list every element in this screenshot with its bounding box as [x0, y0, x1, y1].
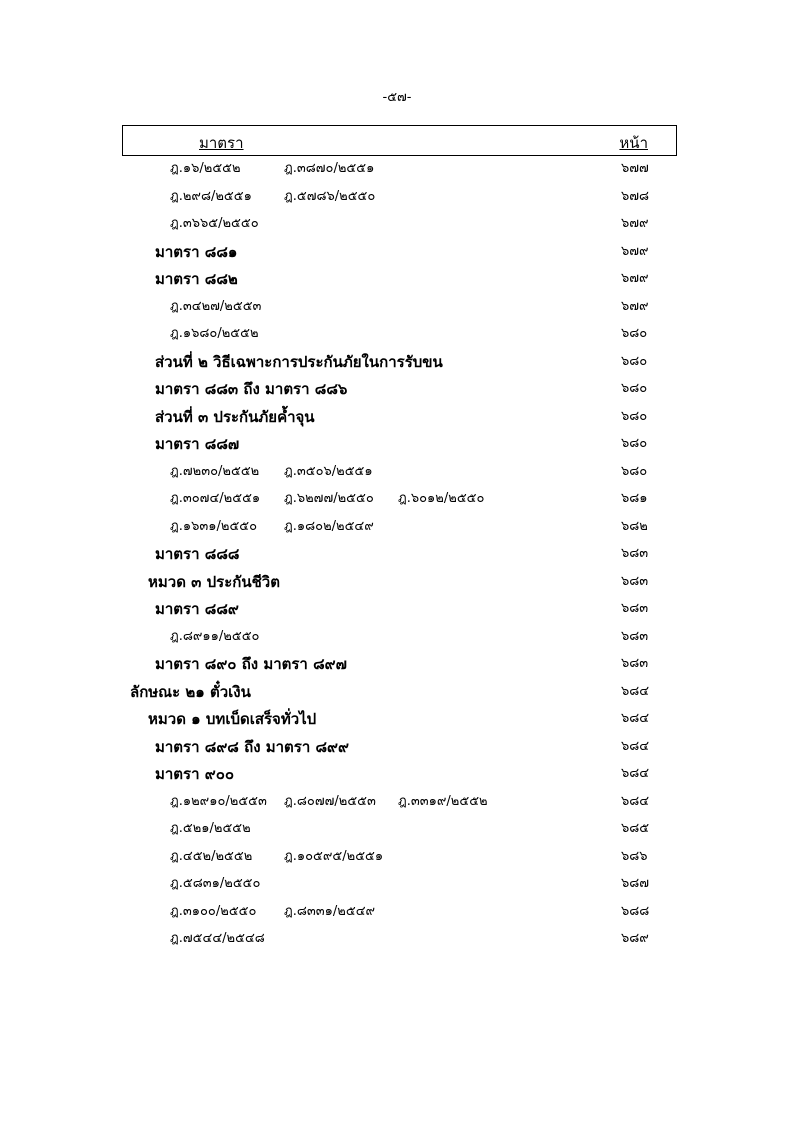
page-reference: ๖๘๐ [621, 326, 648, 341]
case-citation: ฎ.๓๘๗๐/๒๕๕๑ [284, 161, 375, 176]
citation-list [170, 901, 398, 923]
citation-row [0, 296, 794, 324]
page-reference: ๖๗๗ [621, 161, 649, 176]
citation-row [0, 488, 794, 516]
section-heading: มาตรา ๘๘๒ [155, 270, 238, 288]
citation-row [0, 626, 794, 654]
page-reference: ๖๘๓ [621, 656, 649, 671]
page-reference: ๖๘๘ [621, 903, 650, 919]
case-citation: ฎ.๑๘๐๒/๒๕๔๙ [284, 518, 374, 534]
case-citation: ฎ.๗๕๔๔/๒๕๔๘ [170, 931, 265, 946]
citation-list [170, 461, 398, 483]
page-reference: ๖๘๗ [621, 876, 650, 891]
page-reference: ๖๘๖ [621, 848, 648, 864]
page-reference: ๖๘๔ [621, 683, 650, 699]
citation-list [170, 323, 284, 345]
citation-list [170, 873, 284, 895]
index-table-header [122, 125, 677, 156]
page-reference: ๖๘๔ [621, 793, 650, 809]
page-reference: ๖๘๑ [621, 491, 648, 506]
section-heading-row [0, 571, 794, 599]
citation-list [170, 846, 398, 868]
case-citation: ฎ.๑๐๕๙๕/๒๕๕๑ [284, 848, 384, 864]
page-number: -๕๗- [382, 90, 412, 105]
section-heading: มาตรา ๘๘๙ [155, 600, 239, 618]
page-reference: ๖๘๓ [621, 573, 649, 589]
page-reference: ๖๘๐ [621, 436, 648, 451]
page-reference: ๖๘๙ [621, 931, 649, 946]
citation-row [0, 791, 794, 819]
page-reference: ๖๘๓ [621, 546, 649, 561]
page-reference: ๖๘๔ [621, 766, 650, 781]
section-heading-row [0, 708, 794, 736]
page-reference: ๖๘๐ [621, 463, 648, 479]
section-heading: หมวด ๓ ประกันชีวิต [148, 572, 280, 591]
citation-list [170, 158, 398, 180]
citation-list [170, 516, 398, 538]
case-citation: ฎ.๓๖๖๕/๒๕๕๐ [170, 216, 259, 231]
case-citation: ฎ.๓๔๒๗/๒๕๕๓ [170, 298, 262, 314]
section-heading: มาตรา ๘๘๗ [155, 435, 240, 453]
case-citation: ฎ.๘๓๓๑/๒๕๔๙ [284, 903, 376, 919]
page-reference: ๖๘๐ [621, 381, 648, 396]
citation-list [170, 488, 512, 510]
citation-row [0, 461, 794, 489]
case-citation: ฎ.๑๖๓๑/๒๕๕๐ [170, 518, 258, 534]
section-heading-row [0, 763, 794, 791]
case-citation: ฎ.๒๙๘/๒๕๕๑ [170, 188, 252, 204]
page-reference: ๖๘๔ [621, 738, 650, 754]
column-header-page: หน้า [619, 134, 648, 152]
case-citation: ฎ.๗๒๓๐/๒๕๕๒ [170, 463, 260, 479]
citation-list [170, 928, 284, 950]
case-citation: ฎ.๓๕๐๖/๒๕๕๑ [284, 463, 373, 479]
case-citation: ฎ.๕๗๘๖/๒๕๕๐ [284, 188, 376, 204]
page-reference: ๖๘๐ [621, 353, 648, 369]
section-heading-row [0, 241, 794, 269]
page-reference: ๖๘๐ [621, 408, 648, 424]
page-reference: ๖๘๓ [621, 601, 649, 616]
column-header-section: มาตรา [199, 134, 244, 152]
citation-list [170, 186, 398, 208]
page-reference: ๖๘๕ [621, 821, 650, 836]
citation-list [170, 818, 284, 840]
citation-list [170, 626, 284, 648]
citation-row [0, 928, 794, 956]
case-citation: ฎ.๓๐๗๔/๒๕๕๑ [170, 491, 261, 506]
case-citation: ฎ.๕๘๓๑/๒๕๕๐ [170, 876, 261, 891]
citation-row [0, 901, 794, 929]
page-reference: ๖๘๒ [621, 518, 648, 534]
page-reference: ๖๘๔ [621, 711, 650, 726]
section-heading-row [0, 433, 794, 461]
case-citation: ฎ.๑๖๘๐/๒๕๕๒ [170, 326, 259, 341]
page-reference: ๖๗๙ [621, 216, 649, 231]
section-heading: มาตรา ๘๘๘ [155, 545, 240, 563]
case-citation: ฎ.๓๓๑๙/๒๕๕๒ [398, 793, 488, 809]
section-heading: ส่วนที่ ๒ วิธีเฉพาะการประกันภัยในการรับขน [155, 352, 443, 371]
section-heading-row [0, 406, 794, 434]
citation-row [0, 846, 794, 874]
case-citation: ฎ.๔๕๒/๒๕๕๒ [170, 848, 253, 864]
case-citation: ฎ.๕๒๑/๒๕๕๒ [170, 821, 251, 836]
section-heading-row [0, 736, 794, 764]
case-citation: ฎ.๑๒๙๑๐/๒๕๕๓ [170, 793, 267, 809]
citation-row [0, 516, 794, 544]
citation-list [170, 296, 284, 318]
citation-list [170, 213, 284, 235]
case-citation: ฎ.๓๑๐๐/๒๕๕๐ [170, 903, 257, 919]
page-reference: ๖๗๙ [621, 271, 649, 286]
section-heading: ส่วนที่ ๓ ประกันภัยค้ำจุน [155, 407, 315, 426]
section-heading-row [0, 653, 794, 681]
citation-row [0, 873, 794, 901]
section-heading-row [0, 681, 794, 709]
section-heading-row [0, 268, 794, 296]
citation-list [170, 791, 512, 813]
section-heading: มาตรา ๘๘๓ ถึง มาตรา ๘๘๖ [155, 380, 348, 398]
page-reference: ๖๗๘ [621, 188, 650, 204]
section-heading-row [0, 598, 794, 626]
citation-row [0, 323, 794, 351]
section-heading-row [0, 543, 794, 571]
section-heading: มาตรา ๘๙๘ ถึง มาตรา ๘๙๙ [155, 737, 350, 756]
case-citation: ฎ.๖๐๑๒/๒๕๕๐ [398, 491, 485, 506]
section-heading-row [0, 351, 794, 379]
section-heading: ลักษณะ ๒๑ ตั๋วเงิน [130, 682, 251, 701]
page-reference: ๖๗๙ [621, 243, 649, 259]
case-citation: ฎ.๘๐๗๗/๒๕๕๓ [284, 793, 376, 809]
section-heading: มาตรา ๘๙๐ ถึง มาตรา ๘๙๗ [155, 655, 347, 673]
citation-row [0, 818, 794, 846]
page-reference: ๖๘๓ [621, 628, 649, 644]
section-heading-row [0, 378, 794, 406]
section-heading: มาตรา ๙๐๐ [155, 765, 235, 783]
case-citation: ฎ.๘๙๑๑/๒๕๕๐ [170, 628, 260, 644]
section-heading: หมวด ๑ บทเบ็ดเสร็จทั่วไป [148, 710, 317, 728]
section-heading: มาตรา ๘๘๑ [155, 242, 238, 261]
page-reference: ๖๗๙ [621, 298, 649, 314]
citation-row [0, 186, 794, 214]
citation-row [0, 158, 794, 186]
citation-row [0, 213, 794, 241]
index-entries [0, 158, 794, 956]
case-citation: ฎ.๑๖/๒๕๕๒ [170, 161, 241, 176]
case-citation: ฎ.๖๒๗๗/๒๕๕๐ [284, 491, 374, 506]
